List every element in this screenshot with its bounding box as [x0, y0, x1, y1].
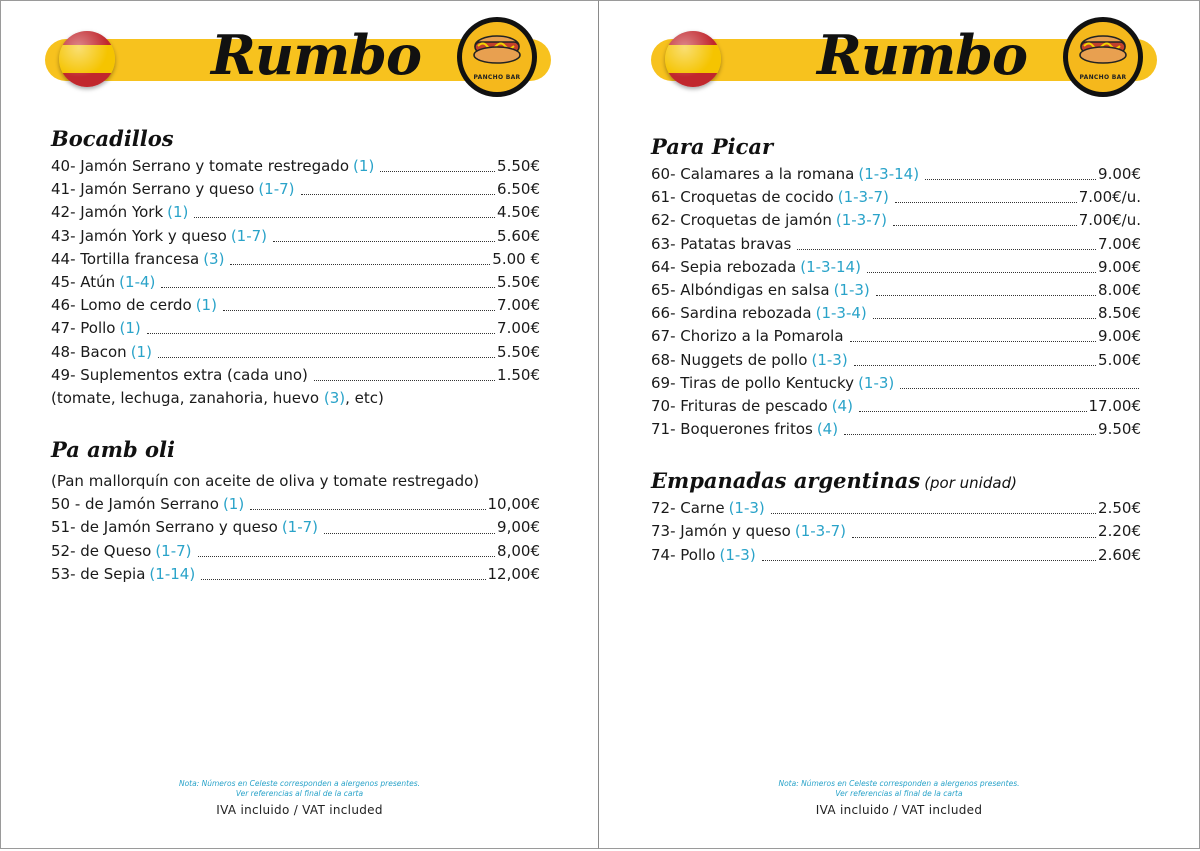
- item-name: 40- Jamón Serrano y tomate restregado: [51, 157, 350, 175]
- section-title-text: Bocadillos: [51, 126, 174, 151]
- item-price: 17.00€: [1088, 396, 1141, 415]
- dot-leader: [301, 194, 496, 195]
- dot-leader: [895, 202, 1077, 203]
- menu-item: [651, 256, 1141, 279]
- item-allergens: (1-7): [155, 541, 192, 560]
- dot-leader: [194, 217, 495, 218]
- spain-flag-icon: [59, 31, 115, 87]
- menu-page-left: [0, 0, 599, 849]
- item-allergens: (1): [222, 495, 245, 514]
- page-footer: [1, 779, 598, 817]
- menu-item: [51, 271, 540, 294]
- item-name: 52- de Queso: [51, 541, 152, 560]
- section-title: [51, 125, 540, 155]
- item-name: 44- Tortilla francesa: [51, 249, 200, 268]
- item-name: 71- Boquerones fritos: [651, 420, 813, 439]
- menu-item: [651, 395, 1141, 418]
- item-price: 7.00€: [497, 296, 540, 315]
- item-price: 4.50€: [497, 203, 540, 222]
- item-price: 7.00€/u.: [1078, 188, 1141, 207]
- menu-item: [651, 209, 1141, 232]
- item-price: 2.20€: [1098, 522, 1141, 541]
- page-header: [651, 15, 1163, 97]
- dot-leader: [324, 533, 495, 534]
- item-name: 45- Atún: [51, 272, 116, 291]
- item-price: 8.50€: [1098, 304, 1141, 323]
- item-allergens: (1): [130, 342, 152, 361]
- logo-text: PANCHO BAR: [473, 74, 521, 81]
- menu-item: [51, 364, 540, 387]
- item-price: 10,00€: [487, 495, 540, 514]
- item-name: 73- Jamón y queso: [651, 522, 791, 541]
- dot-leader: [380, 171, 495, 172]
- page-footer: [599, 779, 1199, 817]
- note-allergen: (3): [323, 388, 346, 407]
- section-intro: (Pan mallorquín con aceite de oliva y tomate restregado): [51, 472, 480, 491]
- item-name: 67- Chorizo a la Pomarola: [651, 327, 844, 346]
- dot-leader: [201, 579, 485, 580]
- item-name: 41- Jamón Serrano y queso: [51, 180, 255, 199]
- item-allergens: (1-7): [230, 226, 268, 245]
- item-price: 9.50€: [1098, 420, 1141, 439]
- item-name: 72- Carne: [651, 499, 725, 518]
- item-allergens: (1-3-4): [815, 304, 867, 323]
- menu-section: [51, 436, 540, 586]
- menu-item: [51, 225, 540, 248]
- note-text: , etc): [345, 388, 384, 407]
- hotdog-logo-icon: [1063, 17, 1143, 97]
- menu-item: [651, 520, 1141, 543]
- item-allergens: (4): [831, 396, 853, 415]
- hotdog-logo-icon: [457, 17, 537, 97]
- menu-section: [651, 467, 1141, 567]
- item-allergens: (1): [167, 203, 189, 222]
- dot-leader: [900, 388, 1139, 389]
- item-name: 42- Jamón York: [51, 203, 164, 222]
- dot-leader: [762, 560, 1096, 561]
- dot-leader: [893, 225, 1077, 226]
- menu-item: [51, 155, 540, 178]
- item-price: 9,00€: [497, 518, 540, 537]
- item-name: 47- Pollo: [51, 319, 116, 338]
- page-header: [45, 15, 557, 97]
- item-price: 5.00€: [1098, 350, 1141, 369]
- allergen-reference-note: Ver referencias al final de la carta: [235, 788, 364, 798]
- allergen-reference-note: Ver referencias al final de la carta: [835, 788, 963, 798]
- item-name: 49- Suplementos extra (cada uno): [51, 365, 308, 384]
- item-allergens: (1-3-14): [858, 165, 920, 183]
- item-price: 5.60€: [497, 226, 540, 245]
- item-allergens: (4): [816, 420, 839, 439]
- item-allergens: (1-7): [258, 180, 295, 199]
- item-price: 2.60€: [1098, 545, 1141, 564]
- item-name: 62- Croquetas de jamón: [651, 211, 832, 230]
- item-price: 8.00€: [1098, 280, 1141, 299]
- menu-item: [651, 233, 1141, 256]
- menu-item: [651, 544, 1141, 567]
- right-menu-content: [651, 133, 1141, 567]
- dot-leader: [158, 357, 495, 358]
- dot-leader: [844, 434, 1096, 435]
- item-name: 50 - de Jamón Serrano: [51, 495, 219, 514]
- item-price: 5.50€: [497, 272, 540, 291]
- item-name: 43- Jamón York y queso: [51, 226, 227, 245]
- menu-item: [651, 372, 1141, 395]
- item-allergens: (1-3): [728, 499, 765, 518]
- item-allergens: (1-3): [719, 545, 756, 564]
- dot-leader: [852, 537, 1096, 538]
- spain-flag-icon: [665, 31, 721, 87]
- allergen-note: Nota: Números en Celeste corresponden a alergenos presentes.: [178, 779, 420, 788]
- menu-item: [51, 201, 540, 224]
- item-allergens: (1): [353, 157, 375, 175]
- dot-leader: [925, 179, 1096, 180]
- dot-leader: [873, 318, 1096, 319]
- menu-section: [651, 133, 1141, 441]
- item-price: 6.50€: [497, 180, 540, 199]
- dot-leader: [147, 333, 495, 334]
- section-title-text: Empanadas argentinas: [651, 468, 921, 494]
- item-name: 51- de Jamón Serrano y queso: [51, 518, 278, 537]
- menu-item: [51, 540, 540, 563]
- item-price: 9.00€: [1098, 327, 1141, 346]
- item-name: 65- Albóndigas en salsa: [651, 280, 830, 299]
- allergen-note: Nota: Números en Celeste corresponden a alergenos presentes.: [778, 779, 1020, 788]
- dot-leader: [771, 513, 1096, 514]
- item-allergens: (1-7): [281, 518, 319, 537]
- dot-leader: [250, 509, 485, 510]
- section-title-text: Para Picar: [651, 134, 774, 159]
- section-title: [51, 436, 540, 466]
- left-menu-content: [51, 125, 540, 586]
- dot-leader: [850, 341, 1097, 342]
- item-price: 12,00€: [487, 564, 540, 583]
- item-name: 68- Nuggets de pollo: [651, 350, 808, 369]
- item-allergens: (1): [195, 296, 217, 315]
- item-name: 66- Sardina rebozada: [651, 304, 812, 323]
- item-price: 1.50€: [497, 365, 540, 384]
- item-allergens: (1-3-14): [800, 257, 861, 276]
- item-name: 69- Tiras de pollo Kentucky: [651, 373, 855, 392]
- menu-item: [51, 317, 540, 340]
- item-allergens: (1-3-7): [837, 188, 889, 207]
- brand-title: Rumbo: [211, 23, 422, 87]
- menu-item: [651, 349, 1141, 372]
- item-price: 5.00 €: [492, 249, 540, 268]
- menu-item: [651, 279, 1141, 302]
- menu-item: [51, 248, 540, 271]
- menu-item: [651, 497, 1141, 520]
- item-allergens: (1-3): [833, 280, 870, 299]
- item-price: 8,00€: [497, 541, 540, 560]
- menu-item: [51, 563, 540, 586]
- item-name: 46- Lomo de cerdo: [51, 296, 192, 315]
- item-price: 7.00€/u.: [1078, 211, 1141, 230]
- item-allergens: (1-14): [149, 564, 196, 583]
- item-name: 60- Calamares a la romana: [651, 165, 855, 183]
- menu-item: [651, 325, 1141, 348]
- menu-item: [51, 516, 540, 539]
- item-price: 5.50€: [497, 157, 540, 175]
- menu-item: [651, 418, 1141, 441]
- menu-item: [651, 186, 1141, 209]
- dot-leader: [876, 295, 1096, 296]
- dot-leader: [230, 264, 490, 265]
- logo-text: PANCHO BAR: [1079, 74, 1127, 81]
- section-title: [651, 467, 1141, 497]
- item-name: 70- Frituras de pescado: [651, 396, 828, 415]
- note-text: (tomate, lechuga, zanahoria, huevo: [51, 388, 324, 407]
- section-note: [51, 387, 540, 410]
- dot-leader: [314, 380, 495, 381]
- item-name: 63- Patatas bravas: [651, 234, 792, 253]
- item-allergens: (3): [203, 249, 225, 268]
- item-allergens: (1-3-7): [794, 522, 847, 541]
- vat-note: IVA incluido / VAT included: [216, 803, 383, 817]
- dot-leader: [797, 249, 1096, 250]
- brand-title: Rumbo: [817, 23, 1028, 87]
- section-subtitle: (por unidad): [924, 474, 1017, 493]
- vat-note: IVA incluido / VAT included: [815, 803, 983, 817]
- item-price: 2.50€: [1098, 499, 1141, 518]
- menu-item: [51, 294, 540, 317]
- dot-leader: [161, 287, 495, 288]
- section-title: [651, 133, 1141, 163]
- item-name: 74- Pollo: [651, 545, 716, 564]
- dot-leader: [198, 556, 496, 557]
- item-price: 9.00€: [1098, 165, 1141, 183]
- item-allergens: (1-3): [811, 350, 848, 369]
- dot-leader: [859, 411, 1087, 412]
- item-name: 48- Bacon: [51, 342, 127, 361]
- menu-item: [651, 302, 1141, 325]
- item-price: 7.00€: [1098, 234, 1141, 253]
- item-allergens: (1): [119, 319, 141, 338]
- dot-leader: [273, 241, 495, 242]
- menu-section: [51, 125, 540, 410]
- item-price: 9.00€: [1098, 257, 1141, 276]
- dot-leader: [223, 310, 495, 311]
- dot-leader: [854, 365, 1096, 366]
- menu-item: [651, 163, 1141, 186]
- menu-item: [51, 341, 540, 364]
- item-allergens: (1-3-7): [835, 211, 888, 230]
- item-name: 64- Sepia rebozada: [651, 257, 797, 276]
- item-name: 53- de Sepia: [51, 564, 146, 583]
- item-name: 61- Croquetas de cocido: [651, 188, 834, 207]
- menu-page-right: [599, 0, 1200, 849]
- dot-leader: [867, 272, 1096, 273]
- item-price: 5.50€: [497, 342, 540, 361]
- section-title-text: Pa amb oli: [51, 437, 175, 463]
- menu-item: [51, 178, 540, 201]
- item-allergens: (1-4): [119, 272, 156, 291]
- item-price: 7.00€: [497, 319, 540, 338]
- menu-item: [51, 493, 540, 516]
- item-allergens: (1-3): [858, 373, 895, 392]
